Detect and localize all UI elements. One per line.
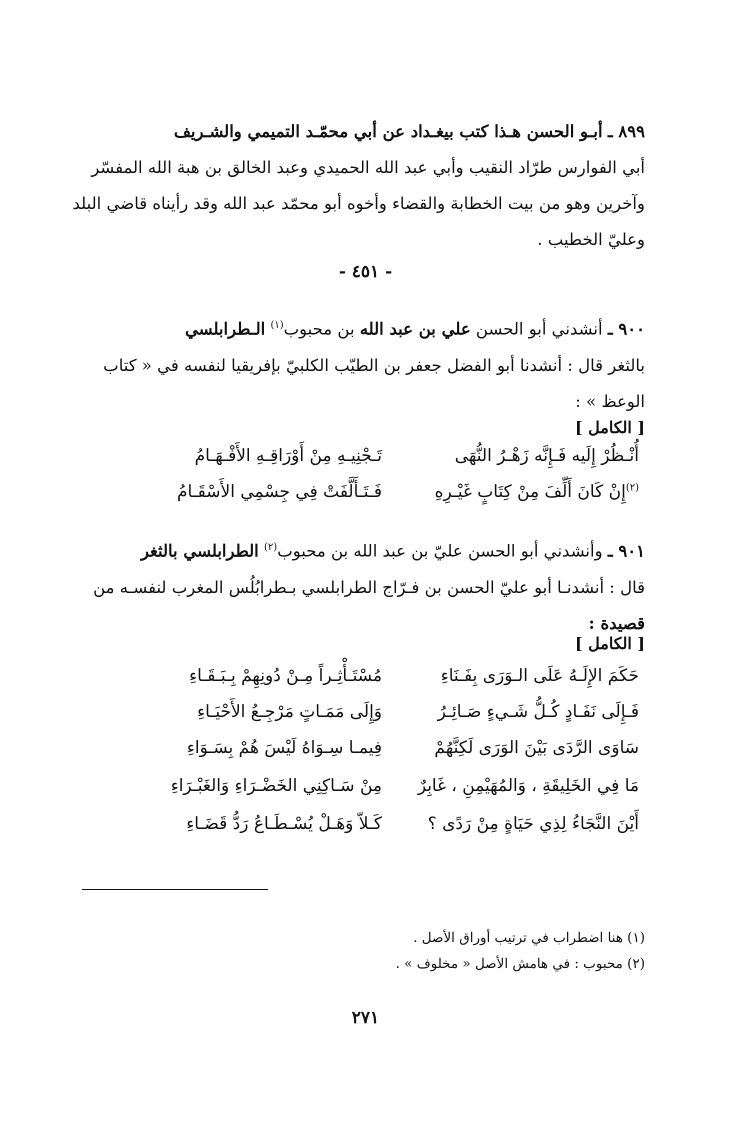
verse-first-hemistich: فَـإِلَى نَفَـادٍ كُـلُّ شَـيءٍ صَـائِـرُ (437, 702, 639, 722)
footnote-ref: (١) (270, 320, 284, 331)
footnote: (٢) محبوب : في هامش الأصل « مخلوف » . (395, 956, 645, 972)
verse-line (112, 666, 639, 698)
verse-second-hemistich: مُسْتَـأْثِـراً مِـنْ دُونِهِمْ بِـبَـقَـاءِ (189, 666, 382, 686)
footnote-divider (82, 889, 268, 890)
meter-label: [ الكامل ] (575, 418, 645, 437)
verse-line (112, 776, 639, 808)
entry-number: ٨٩٩ ـ (607, 122, 645, 141)
verse-first-hemistich: أُنْـظُرْ إِلَيه فَـإِنَّه زَهْـرُ النُّهَى (454, 446, 639, 466)
entry-text: الوعظ » : (575, 391, 645, 411)
entry-text: الـطرابلسي (184, 319, 266, 339)
meter-label: [ الكامل ] (575, 634, 645, 653)
entry-text: أنشدني أبو الحسن (475, 319, 603, 339)
verse-second-hemistich: فَـتَـأَلَّفَتْ فِي جِسْمِي الأَسْقَـامُ (177, 482, 382, 502)
verse-first-hemistich-wrap (339, 482, 639, 502)
entry-900 (82, 308, 645, 420)
verse-line (112, 446, 639, 478)
page-number: ٢٧١ (351, 1008, 380, 1028)
entry-number: ٩٠٠ ـ (607, 319, 645, 339)
entry-text: وآخرين وهو من بيت الخطابة والقضاء وأخوه أبو محمّد عبد الله وقد رأيناه قاضي البلد (72, 194, 645, 213)
verse-second-hemistich: فِيمـا سِـوَاهُ لَيْسَ هُمْ بِسَـوَاءِ (186, 738, 382, 758)
entry-text: أبـو الحسن هـذا كتب بيغـداد عن أبي محمّـد التميمي والشـريف (173, 122, 603, 141)
entry-text: أبي الفوارس طرّاد النقيب وأبي عبد الله الحميدي وعبد الخالق بن هبة الله المفسّر (91, 158, 645, 177)
entry-number: ٩٠١ ـ (607, 541, 645, 561)
verse-first-hemistich: أَيْنَ النَّجَاءُ لِذِي حَيَاةٍ مِنْ رَدًى ؟ (427, 814, 639, 834)
verse-line (112, 702, 639, 734)
verse-line (112, 738, 639, 770)
footnote-ref: (٢) (264, 542, 278, 553)
verse-first-hemistich: سَاوَى الرَّدَى بَيْنَ الوَرَى لَكِنَّهُمْ (434, 738, 639, 758)
entry-text: قال : أنشدنـا أبو عليّ الحسن بن فـرّاج الطرابلسي بـطرابُلُس المغرب لنفسـه من (93, 577, 645, 597)
footnote: (١) هنا اضطراب في ترتيب أوراق الأصل . (413, 930, 645, 946)
entry-text: بن محبوب (283, 319, 355, 339)
footnote-ref: (٢) (625, 482, 639, 494)
verse-first-hemistich: إِنْ كَانَ أَلِّفَ مِنْ كِتَابٍ غَيْـرِهِ (434, 482, 626, 502)
verse-second-hemistich: وَإِلَى مَمَـاتٍ مَرْجِـعُ الأَحْيَـاءِ (197, 702, 382, 722)
entry-text: قصيدة : (588, 613, 645, 633)
verse-first-hemistich: حَكَمَ الإِلَـهُ عَلَى الـوَرَى بِفَـنَاءِ (440, 666, 639, 686)
verse-first-hemistich: مَا فِي الخَلِيقَةِ ، وَالمُهَيْمِنِ ، غَابِرٌ (417, 776, 639, 796)
entry-text: بالثغر قال : أنشدنا أبو الفضل جعفر بن الطيّب الكلبيّ بإفريقيا لنفسه في « كتاب (103, 355, 645, 375)
entry-899 (72, 114, 645, 258)
section-number: - ٤٥١ - (338, 262, 393, 282)
entry-text: وأنشدني أبو الحسن عليّ بن عبد الله بن محبوب (277, 541, 603, 561)
verse-second-hemistich: مِنْ سَـاكِنِي الخَضْـرَاءِ وَالغَبْـرَاءِ (170, 776, 382, 796)
entry-text: الطرابلسي بالثغر (140, 541, 259, 561)
verse-line (112, 814, 639, 846)
verse-second-hemistich: تَـجْنِيـهِ مِنْ أَوْرَاقِـهِ الأَفْـهَـامُ (194, 446, 382, 466)
entry-text: وعليّ الخطيب . (537, 230, 645, 249)
person-name: علي بن عبد الله (359, 319, 471, 339)
verse-line (112, 482, 639, 514)
verse-second-hemistich: كَـلاّ وَهَـلْ يُسْـطَـاعُ رَدُّ قَضَـاءِ (186, 814, 382, 834)
entry-901 (82, 530, 645, 642)
